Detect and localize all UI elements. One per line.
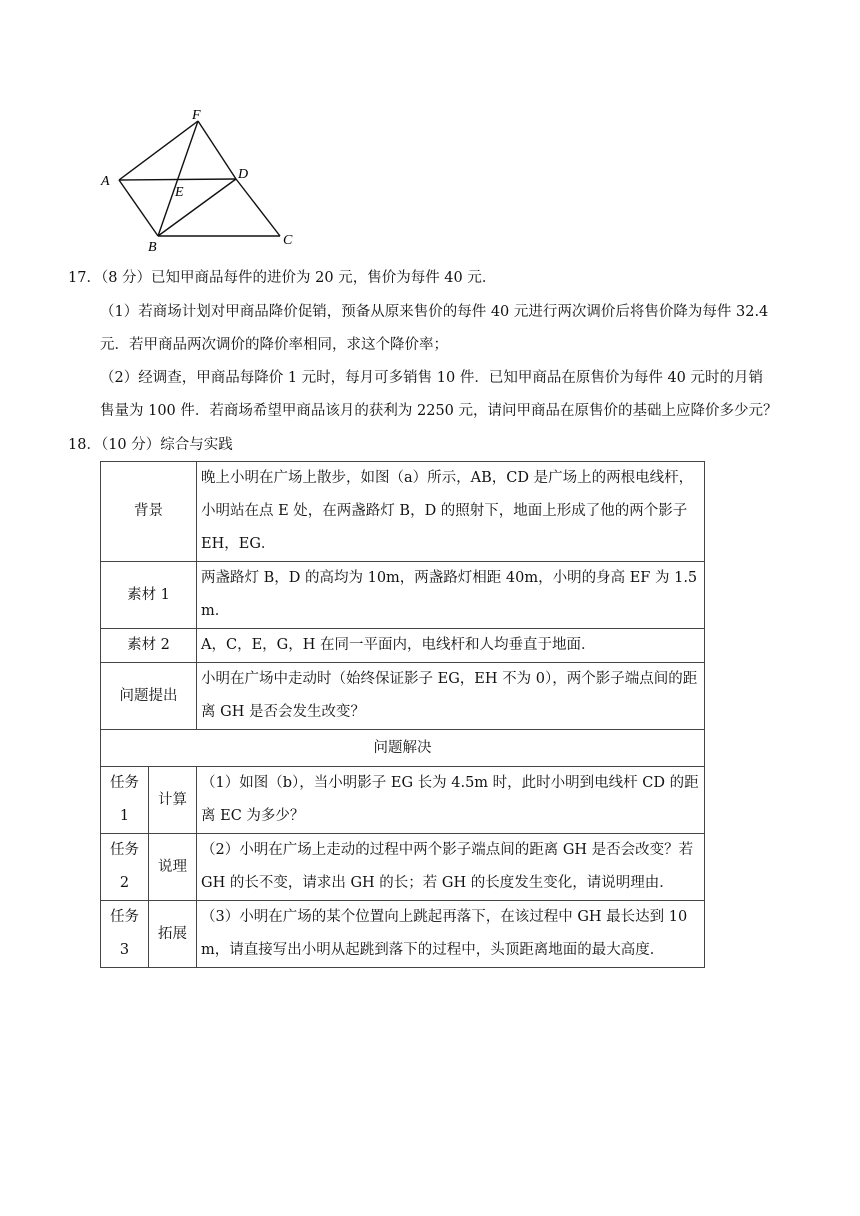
segment-af bbox=[119, 121, 198, 180]
task2-kind: 说理 bbox=[149, 834, 197, 901]
question-text: 小明在广场中走动时（始终保证影子 EG，EH 不为 0），两个影子端点间的距离 GH 是否会发生改变？ bbox=[197, 663, 705, 730]
solve-header: 问题解决 bbox=[101, 730, 705, 767]
segment-fb bbox=[158, 121, 198, 236]
segment-fd bbox=[198, 121, 236, 179]
task3-text: （3）小明在广场的某个位置向上跳起再落下，在该过程中 GH 最长达到 10m，请直接写出小明从起跳到落下的过程中，头顶距离地面的最大高度． bbox=[197, 901, 705, 968]
task-table bbox=[100, 461, 705, 968]
background-text: 晚上小明在广场上散步，如图（a）所示，AB，CD 是广场上的两根电线杆，小明站在点 E 处，在两盏路灯 B，D 的照射下，地面上形成了他的两个影子 EH，EG． bbox=[197, 462, 705, 562]
q17-part1-line2: 元．若甲商品两次调价的降价率相同，求这个降价率； bbox=[100, 337, 448, 353]
row-task3 bbox=[101, 901, 705, 968]
material2-label: 素材 2 bbox=[101, 629, 197, 663]
label-a: A bbox=[101, 174, 110, 189]
row-background bbox=[101, 462, 705, 562]
task3-label: 任务 3 bbox=[101, 901, 149, 968]
row-material2 bbox=[101, 629, 705, 663]
geometry-figure bbox=[95, 100, 315, 255]
material1-text: 两盏路灯 B，D 的高均为 10m，两盏路灯相距 40m，小明的身高 EF 为 1.5m． bbox=[197, 562, 705, 629]
task2-text: （2）小明在广场上走动的过程中两个影子端点间的距离 GH 是否会改变？若 GH 的长不变，请求出 GH 的长；若 GH 的长度发生变化，请说明理由． bbox=[197, 834, 705, 901]
material2-text: A，C，E，G，H 在同一平面内，电线杆和人均垂直于地面． bbox=[197, 629, 705, 663]
segment-bd bbox=[158, 179, 236, 236]
q17-part2-line1: （2）经调查，甲商品每降价 1 元时，每月可多销售 10 件．已知甲商品在原售价为每件 40 元时的月销 bbox=[100, 370, 764, 386]
q17-part1-line1: （1）若商场计划对甲商品降价促销，预备从原来售价的每件 40 元进行两次调价后将售价降为每件 32.4 bbox=[100, 304, 769, 320]
label-b: B bbox=[148, 240, 157, 255]
figure-svg bbox=[95, 100, 315, 255]
task3-kind: 拓展 bbox=[149, 901, 197, 968]
label-d: D bbox=[238, 167, 249, 182]
label-c: C bbox=[283, 233, 293, 248]
q17-part2-line2: 售量为 100 件．若商场希望甲商品该月的获利为 2250 元，请问甲商品在原售价的基础上应降价多少元？ bbox=[100, 403, 778, 419]
task2-label: 任务 2 bbox=[101, 834, 149, 901]
question-label: 问题提出 bbox=[101, 663, 197, 730]
material1-label: 素材 1 bbox=[101, 562, 197, 629]
task1-text: （1）如图（b），当小明影子 EG 长为 4.5m 时，此时小明到电线杆 CD 的距离 EC 为多少？ bbox=[197, 767, 705, 834]
task1-label: 任务 1 bbox=[101, 767, 149, 834]
row-solve-header bbox=[101, 730, 705, 767]
background-label: 背景 bbox=[101, 462, 197, 562]
q17-header: 17．（8 分）已知甲商品每件的进价为 20 元，售价为每件 40 元． bbox=[68, 270, 497, 286]
segment-dc bbox=[236, 179, 280, 236]
row-question bbox=[101, 663, 705, 730]
task1-kind: 计算 bbox=[149, 767, 197, 834]
row-material1 bbox=[101, 562, 705, 629]
row-task1 bbox=[101, 767, 705, 834]
q18-header: 18．（10 分）综合与实践 bbox=[68, 437, 233, 453]
row-task2 bbox=[101, 834, 705, 901]
segment-ab bbox=[119, 180, 158, 236]
label-e: E bbox=[175, 185, 184, 200]
label-f: F bbox=[192, 108, 201, 123]
